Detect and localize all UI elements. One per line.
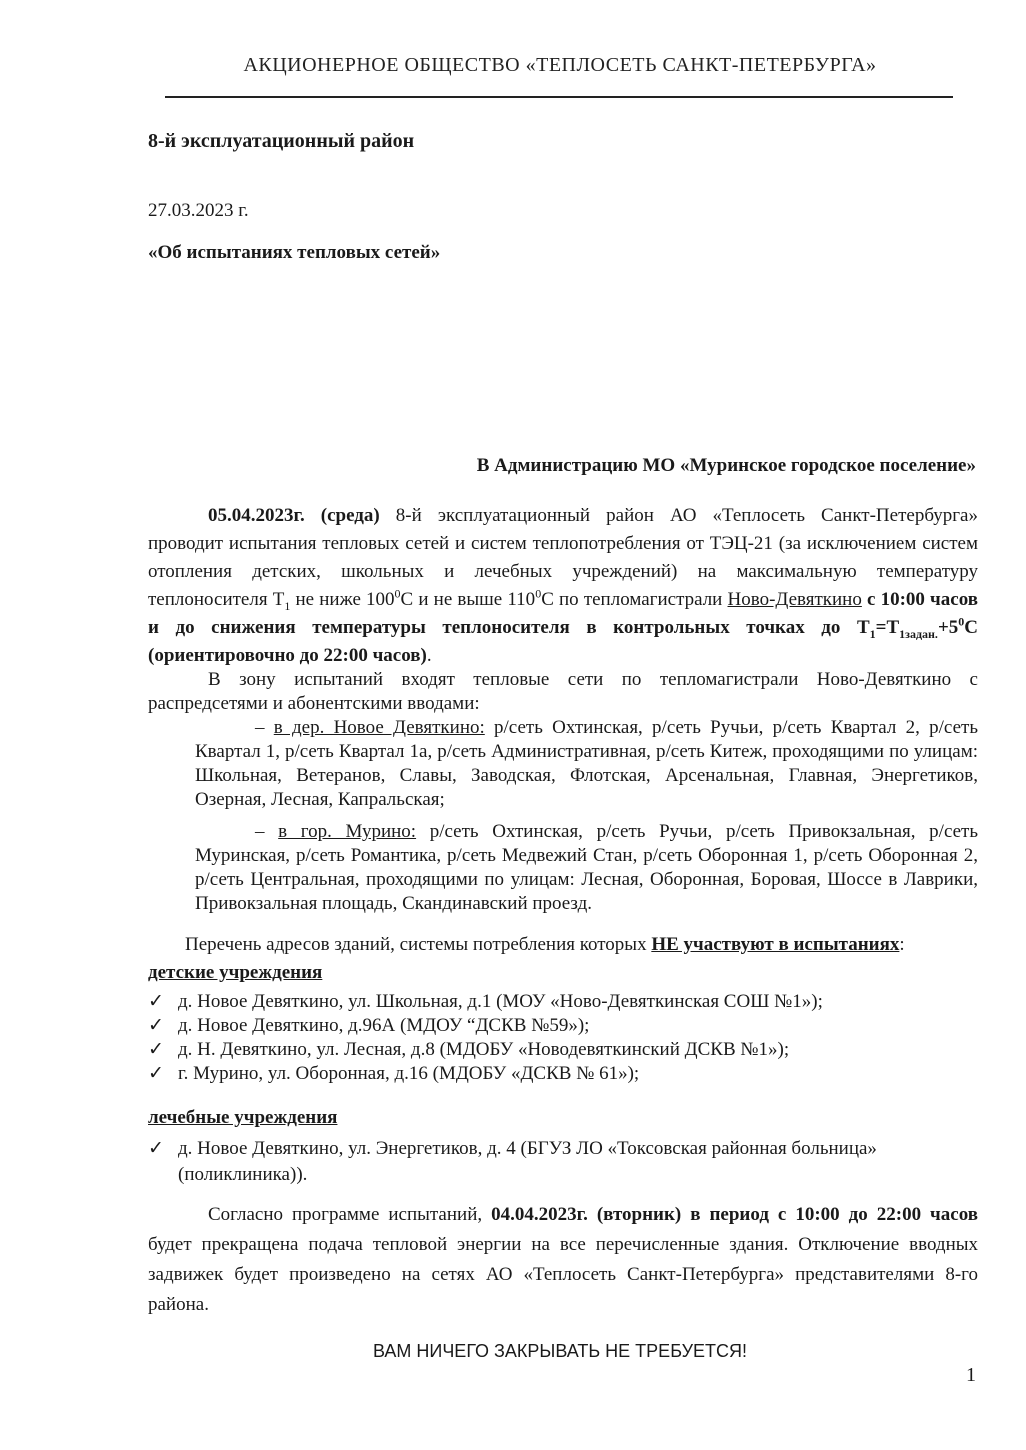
list-intro-colon: : (899, 934, 905, 955)
paragraph1-text-b: не ниже 100 (290, 589, 395, 610)
document-date: 27.03.2023 г. (148, 200, 249, 221)
check-icon: ✓ (148, 1039, 164, 1060)
list-intro-text: Перечень адресов зданий, системы потребления которых (185, 934, 652, 955)
list-item-text: д. Н. Девяткино, ул. Лесная, д.8 (МДОБУ «Новодевяткинский ДСКВ №1»); (178, 1039, 790, 1060)
check-icon: ✓ (148, 1063, 164, 1084)
paragraph-testing-announcement (148, 502, 978, 670)
shutdown-period: 04.04.2023г. (вторник) в период с 10:00 до 22:00 часов (491, 1204, 978, 1225)
zone-novoe-devyatkino (195, 716, 978, 812)
sub1-place: в дер. Новое Девяткино: (273, 717, 485, 738)
sub1-text: р/сеть Охтинская, р/сеть Ручьи, р/сеть Квартал 2, р/сеть Квартал 1, р/сеть Квартал 1а, р/сеть Административная, р/сеть Китеж, проходящими по улицам: Школьная, Ветеранов, Славы, Заводская, Флотская, Арсенальная, Главная, Энергетиков, Озерная, Лесная, Капральская; (195, 717, 978, 810)
children-institutions-list (148, 990, 978, 1086)
degree-mark-2: 0 (535, 586, 542, 601)
page-number: 1 (966, 1364, 976, 1386)
paragraph1-text-d: С по тепломагистрали (541, 589, 728, 610)
paragraph1-period: . (426, 645, 432, 666)
sub2-text: р/сеть Охтинская, р/сеть Ручьи, р/сеть Привокзальная, р/сеть Муринская, р/сеть Романтика, р/сеть Медвежий Стан, р/сеть Оборонная 1, р/сеть Оборонная 2, р/сеть Центральная, проходящими по улицам: Лесная, Оборонная, Боровая, Шоссе в Лаврики, Привокзальная площадь, Скандинавский проезд. (195, 821, 979, 914)
list-item (148, 1062, 978, 1086)
category-medical-title: лечебные учреждения (148, 1107, 338, 1128)
t1-subscript: 1 (284, 598, 291, 613)
condition-text: с 10:00 часов и до снижения температуры теплоносителя в контрольных точках до Т (148, 589, 978, 638)
condition-sub-2: 1задан. (899, 626, 938, 641)
test-date: 05.04.2023г. (среда) (208, 505, 380, 526)
list-item (148, 1038, 978, 1062)
condition-degree: 0 (958, 614, 965, 629)
list-item-text: д. Новое Девяткино, д.96А (МДОУ “ДСКВ №59»); (178, 1015, 590, 1036)
paragraph1-text-c: С и не выше 110 (400, 589, 536, 610)
district-name: 8-й эксплуатационный район (148, 130, 415, 152)
closing-statement: ВАМ НИЧЕГО ЗАКРЫВАТЬ НЕ ТРЕБУЕТСЯ! (372, 1341, 748, 1361)
medical-institutions-list (148, 1136, 978, 1188)
condition-end: С (ориентировочно до 22:00 часов) (148, 617, 978, 666)
sub1-dash: – (255, 717, 274, 738)
paragraph-shutdown-notice (148, 1200, 978, 1320)
check-icon: ✓ (148, 1015, 164, 1036)
condition-sub-1: 1 (869, 626, 876, 641)
list-item (148, 990, 978, 1014)
header-rule (165, 96, 953, 98)
organization-title: АКЦИОНЕРНОЕ ОБЩЕСТВО «ТЕПЛОСЕТЬ САНКТ-ПЕТЕРБУРГА» (243, 54, 877, 76)
list-intro-emphasis: НЕ участвуют в испытаниях (651, 934, 900, 955)
list-item-text: д. Новое Девяткино, ул. Школьная, д.1 (МОУ «Ново-Девяткинская СОШ №1»); (178, 991, 823, 1012)
list-item-text: д. Новое Девяткино, ул. Энергетиков, д. 4 (БГУЗ ЛО «Токсовская районная больница» (поликлиника)). (178, 1138, 877, 1185)
zone-murino (195, 820, 978, 916)
check-icon: ✓ (148, 1138, 164, 1159)
main-line-name: Ново-Девяткино (727, 589, 862, 610)
sub2-place: в гор. Мурино: (278, 821, 417, 842)
list-item (148, 1136, 978, 1188)
check-icon: ✓ (148, 991, 164, 1012)
document-subject: «Об испытаниях тепловых сетей» (148, 242, 441, 263)
excluded-list-intro (148, 932, 978, 958)
paragraph3-text-a: Согласно программе испытаний, (208, 1204, 492, 1225)
sub2-dash: – (255, 821, 279, 842)
addressee: В Администрацию МО «Муринское городское поселение» (476, 455, 976, 476)
list-item (148, 1014, 978, 1038)
condition-plus: +5 (937, 617, 959, 638)
paragraph-test-zone: В зону испытаний входят тепловые сети по тепломагистрали Ново-Девяткино с распредсетями и абонентскими вводами: (148, 669, 978, 714)
list-item-text: г. Мурино, ул. Оборонная, д.16 (МДОБУ «ДСКВ № 61»); (178, 1063, 640, 1084)
paragraph1-text-a: 8-й эксплуатационный район АО «Теплосеть Санкт-Петербурга» проводит испытания тепловых сетей и систем теплопотребления от ТЭЦ-21 (за исключением систем отопления детских, школьных и лечебных учреждений) на максимальную температуру теплоносителя Т (148, 505, 978, 610)
category-children-title: детские учреждения (148, 962, 323, 983)
condition-eq: =Т (875, 617, 900, 638)
paragraph3-text-b: будет прекращена подача тепловой энергии на все перечисленные здания. Отключение вводных задвижек будет произведено на сетях АО «Теплосеть Санкт-Петербурга» представителями 8-го района. (148, 1234, 978, 1315)
degree-mark-1: 0 (394, 586, 401, 601)
